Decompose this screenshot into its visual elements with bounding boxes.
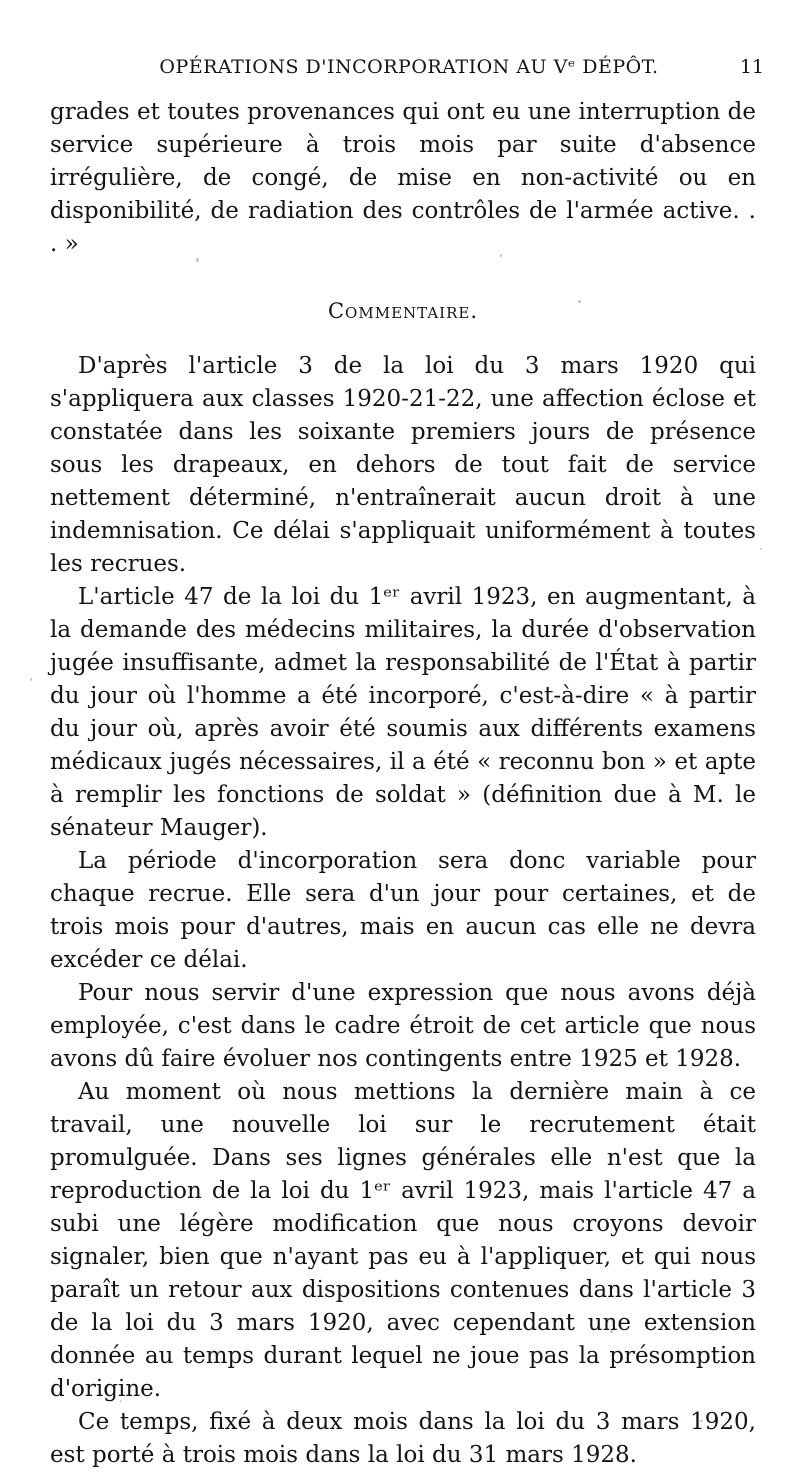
scan-speck xyxy=(610,1330,613,1333)
paragraph-continued: grades et toutes provenances qui ont eu une interruption de service supérieure à trois mois par suite d'absence irrégulière, de congé, de mise en non-activité ou en disponibilité, de radiation des contrôles de l'armée active. . . » xyxy=(50,99,756,257)
section-heading: Commentaire. xyxy=(327,299,479,323)
paragraph: La période d'incorporation sera donc variable pour chaque recrue. Elle sera d'un jour pour certaines, et de trois mois pour d'autres, mais en aucun cas elle ne devra excéder ce délai. xyxy=(50,848,756,973)
scan-speck xyxy=(30,678,32,681)
running-head xyxy=(48,56,770,86)
scan-speck xyxy=(760,548,762,550)
scan-speck xyxy=(700,1420,703,1422)
page-number: 11 xyxy=(739,56,764,78)
body-text xyxy=(50,96,756,1472)
paragraph: Pour nous servir d'une expression que nous avons déjà employée, c'est dans le cadre étroit de cet article que nous avons dû faire évoluer nos contingents entre 1925 et 1928. xyxy=(50,980,756,1072)
paragraph: Au moment où nous mettions la dernière main à ce travail, une nouvelle loi sur le recrutement était promulguée. Dans ses lignes générales elle n'est que la reproduction de la loi du 1ᵉʳ avril 1923, mais l'article 47 a subi une légère modification que nous croyons devoir signaler, bien que n'ayant pas eu à l'appliquer, et qui nous paraît un retour aux dispositions contenues dans l'article 3 de la loi du 3 mars 1920, avec cependant une extension donnée au temps durant lequel ne joue pas la présomption d'origine. xyxy=(50,1079,756,1402)
scan-speck xyxy=(578,300,581,303)
paragraph: D'après l'article 3 de la loi du 3 mars 1920 qui s'appliquera aux classes 1920-21-22, une affection éclose et constatée dans les soixante premiers jours de présence sous les drapeaux, en dehors de tout fait de service nettement déterminé, n'entraînerait aucun droit à une indemnisation. Ce délai s'appliquait uniformément à toutes les recrues. xyxy=(50,353,756,577)
running-title: OPÉRATIONS D'INCORPORATION AU Vᵉ DÉPÔT. xyxy=(159,56,659,78)
scan-speck xyxy=(120,1400,122,1402)
scan-speck xyxy=(500,254,502,257)
scan-speck xyxy=(196,258,199,262)
paragraph: L'article 47 de la loi du 1ᵉʳ avril 1923, en augmentant, à la demande des médecins militaires, la durée d'observation jugée insuffisante, admet la responsabilité de l'État à partir du jour où l'homme a été incorporé, c'est-à-dire « à partir du jour où, après avoir été soumis aux différents examens médicaux jugés nécessaires, il a été « reconnu bon » et apte à remplir les fonctions de soldat » (définition due à M. le sénateur Mauger). xyxy=(50,584,756,841)
paragraph: Ce temps, fixé à deux mois dans la loi du 3 mars 1920, est porté à trois mois dans la loi du 31 mars 1928. xyxy=(50,1409,756,1468)
